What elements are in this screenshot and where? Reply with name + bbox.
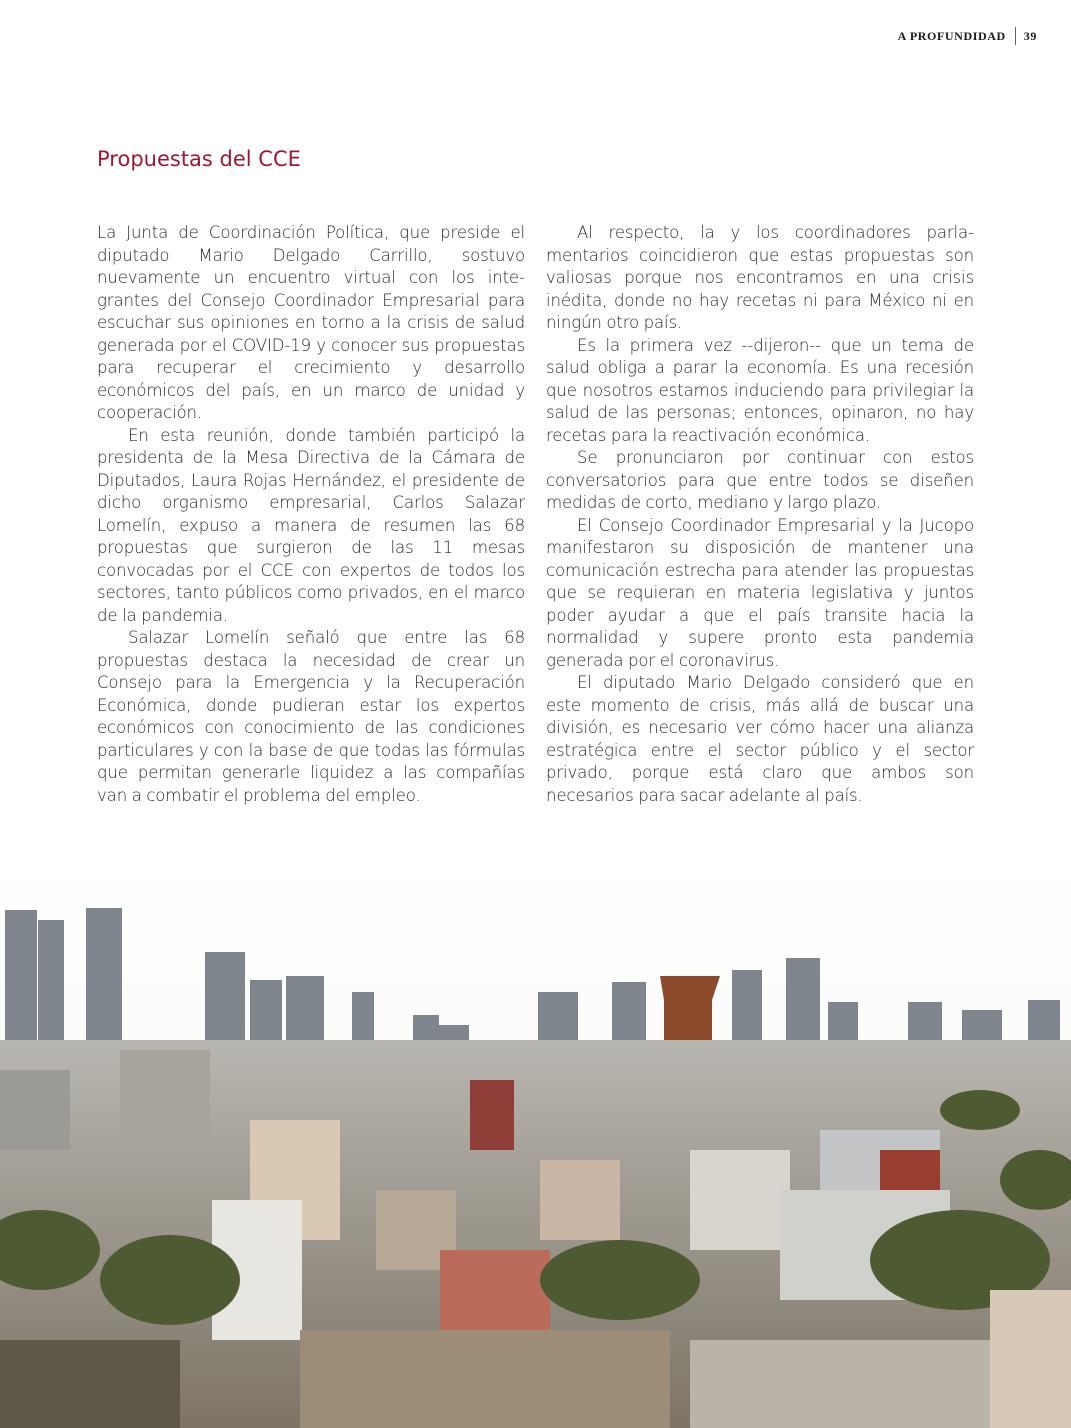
paragraph: En esta reunión, donde también participó la presidenta de la Mesa Directiva de la Cámara de Diputados, Laura Rojas Hernández, el presidente de dicho organismo empresarial, Carlos Salazar Lomelín, expuso a manera de resumen las 68 propuestas que surgieron de las 11 mesas convocadas por el CCE con expertos de todos los sectores, tanto públicos como privados, en el marco de la pandemia. <box>97 425 525 625</box>
running-header <box>898 27 1037 45</box>
paragraph: Al respecto, la y los coordinadores parlamentarios coincidieron que estas propuestas son valiosas porque nos encontramos en una crisis inédita, donde no hay recetas ni para México ni en ningún otro país. <box>546 223 974 332</box>
paragraph: Es la primera vez --dijeron-- que un tema de salud obliga a parar la economía. Es una recesión que nosotros estamos induciendo para privilegiar la salud de las personas; entonces, opinaron, no hay recetas para la reactivación económica. <box>546 335 974 445</box>
paragraph: El Consejo Coordinador Empresarial y la Jucopo manifestaron su disposición de mantener una comunicación estrecha para atender las propuestas que se requieran en materia legislativa y juntos poder ayudar a que el país transite hacia la normalidad y supere pronto esta pandemia generada por el coronavirus. <box>546 515 974 670</box>
city-skyline-photo <box>0 860 1071 1428</box>
paragraph: Se pronunciaron por continuar con estos conversatorios para que entre todos se diseñen medidas de corto, mediano y largo plazo. <box>546 448 974 512</box>
article-column-left <box>97 222 525 807</box>
section-title: Propuestas del CCE <box>97 147 301 171</box>
page-number: 39 <box>1023 28 1037 43</box>
article-column-right <box>546 222 974 807</box>
paragraph: Salazar Lomelín señaló que entre las 68 propuestas destaca la necesidad de crear un Consejo para la Emergencia y la Recuperación Económica, donde pudieran estar los expertos económicos con conocimiento de las condiciones particulares y con la base de que todas las fórmulas que permitan generarle liquidez a las compañías van a combatir el problema del empleo. <box>97 628 525 805</box>
paragraph: La Junta de Coordinación Política, que preside el diputado Mario Delgado Carrillo, sostuvo nuevamente un encuentro virtual con los integrantes del Consejo Coordinador Empresarial para escuchar sus opiniones en torno a la crisis de salud generada por el COVID-19 y conocer sus propuestas para recuperar el crecimiento y desarrollo económicos del país, en un marco de unidad y cooperación. <box>97 223 525 422</box>
section-label: A PROFUNDIDAD <box>897 28 1006 43</box>
header-divider <box>1015 27 1016 45</box>
paragraph: El diputado Mario Delgado consideró que en este momento de crisis, más allá de buscar una división, es necesario ver cómo hacer una alianza estratégica entre el sector público y el sector privado, porque está claro que ambos son necesarios para sacar adelante al país. <box>546 673 974 805</box>
